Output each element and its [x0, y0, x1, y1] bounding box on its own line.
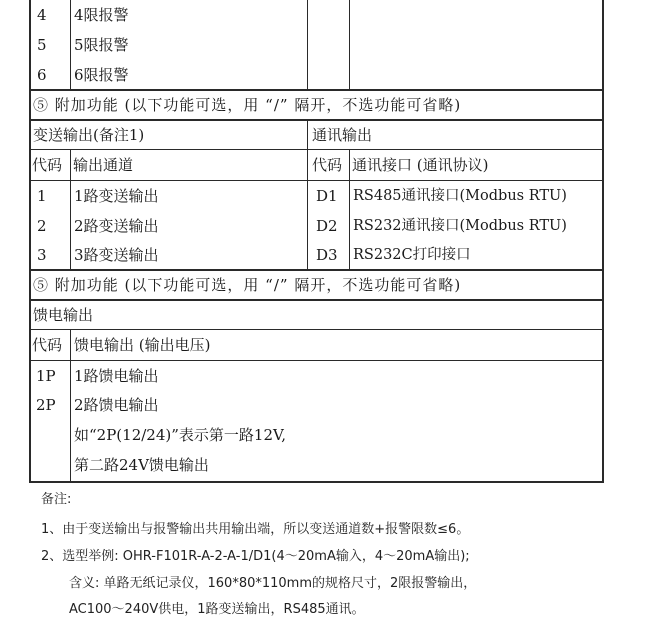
code-column-header: 代码	[32, 156, 63, 174]
table-row	[29, 181, 602, 211]
transmit-code: 3	[37, 246, 47, 264]
feed-note-row	[29, 450, 602, 480]
table-row	[29, 30, 602, 60]
transmit-code: 1	[37, 187, 47, 205]
feed-output-column-header-row	[29, 330, 602, 360]
table-row	[29, 240, 602, 270]
comm-label: RS232C打印接口	[353, 247, 471, 263]
section-a-header-row	[29, 121, 602, 149]
table-row	[29, 361, 602, 391]
feed-label: 1路馈电输出	[74, 367, 159, 385]
comm-label: RS485通讯接口(Modbus RTU)	[353, 188, 567, 204]
section-title-text: ⑤ 附加功能 (以下功能可选，用 “/” 隔开，不选功能可省略)	[33, 276, 462, 294]
selection-table	[29, 0, 604, 483]
comm-output-header: 通讯输出	[312, 126, 373, 144]
transmit-code: 2	[37, 217, 47, 235]
comm-interface-header: 通讯接口 (通讯协议)	[352, 156, 489, 174]
comm-code: D1	[316, 187, 338, 205]
feed-note-row	[29, 420, 602, 450]
alarm-label: 6限报警	[74, 66, 129, 84]
table-row	[29, 60, 602, 90]
section-title-a	[29, 91, 602, 119]
feed-output-header: 馈电输出	[33, 306, 94, 324]
remark-item-2-meaning: 含义: 单路无纸记录仪，160*80*110mm的规格尺寸，2限报警输出，	[69, 576, 477, 591]
remark-item-2-meaning-cont: AC100～240V供电，1路变送输出，RS485通讯。	[69, 602, 365, 617]
code-column-header: 代码	[312, 156, 343, 174]
output-channel-header: 输出通道	[73, 156, 134, 174]
table-row	[29, 390, 602, 420]
transmit-output-header: 变送输出(备注1)	[33, 126, 145, 144]
alarm-code: 4	[37, 6, 47, 24]
table-row	[29, 211, 602, 241]
code-column-header: 代码	[32, 336, 63, 354]
feed-output-header-row	[29, 301, 602, 329]
alarm-code: 5	[37, 36, 47, 54]
comm-code: D2	[316, 217, 338, 235]
section-a-column-header-row	[29, 150, 602, 180]
transmit-label: 1路变送输出	[74, 187, 159, 205]
section-title-text: ⑤ 附加功能 (以下功能可选，用 “/” 隔开，不选功能可省略)	[33, 96, 462, 114]
feed-voltage-header: 馈电输出 (输出电压)	[74, 336, 211, 354]
table-row	[29, 0, 602, 30]
remarks-title: 备注:	[41, 492, 72, 507]
remark-item-2: 2、选型举例: OHR-F101R-A-2-A-1/D1(4～20mA输入，4～20mA输出);	[41, 549, 470, 564]
comm-code: D3	[316, 246, 338, 264]
comm-label: RS232通讯接口(Modbus RTU)	[353, 218, 567, 234]
transmit-label: 2路变送输出	[74, 217, 159, 235]
alarm-label: 4限报警	[74, 6, 129, 24]
feed-label: 2路馈电输出	[74, 396, 159, 414]
alarm-code: 6	[37, 66, 47, 84]
feed-note-line1: 如“2P(12/24)”表示第一路12V,	[74, 426, 286, 444]
remark-item-1: 1、由于变送输出与报警输出共用输出端，所以变送通道数+报警限数≤6。	[41, 522, 470, 537]
feed-code: 1P	[36, 367, 56, 385]
transmit-label: 3路变送输出	[74, 246, 159, 264]
feed-code: 2P	[36, 396, 56, 414]
feed-note-line2: 第二路24V馈电输出	[74, 456, 209, 474]
section-title-b	[29, 271, 602, 299]
alarm-label: 5限报警	[74, 36, 129, 54]
